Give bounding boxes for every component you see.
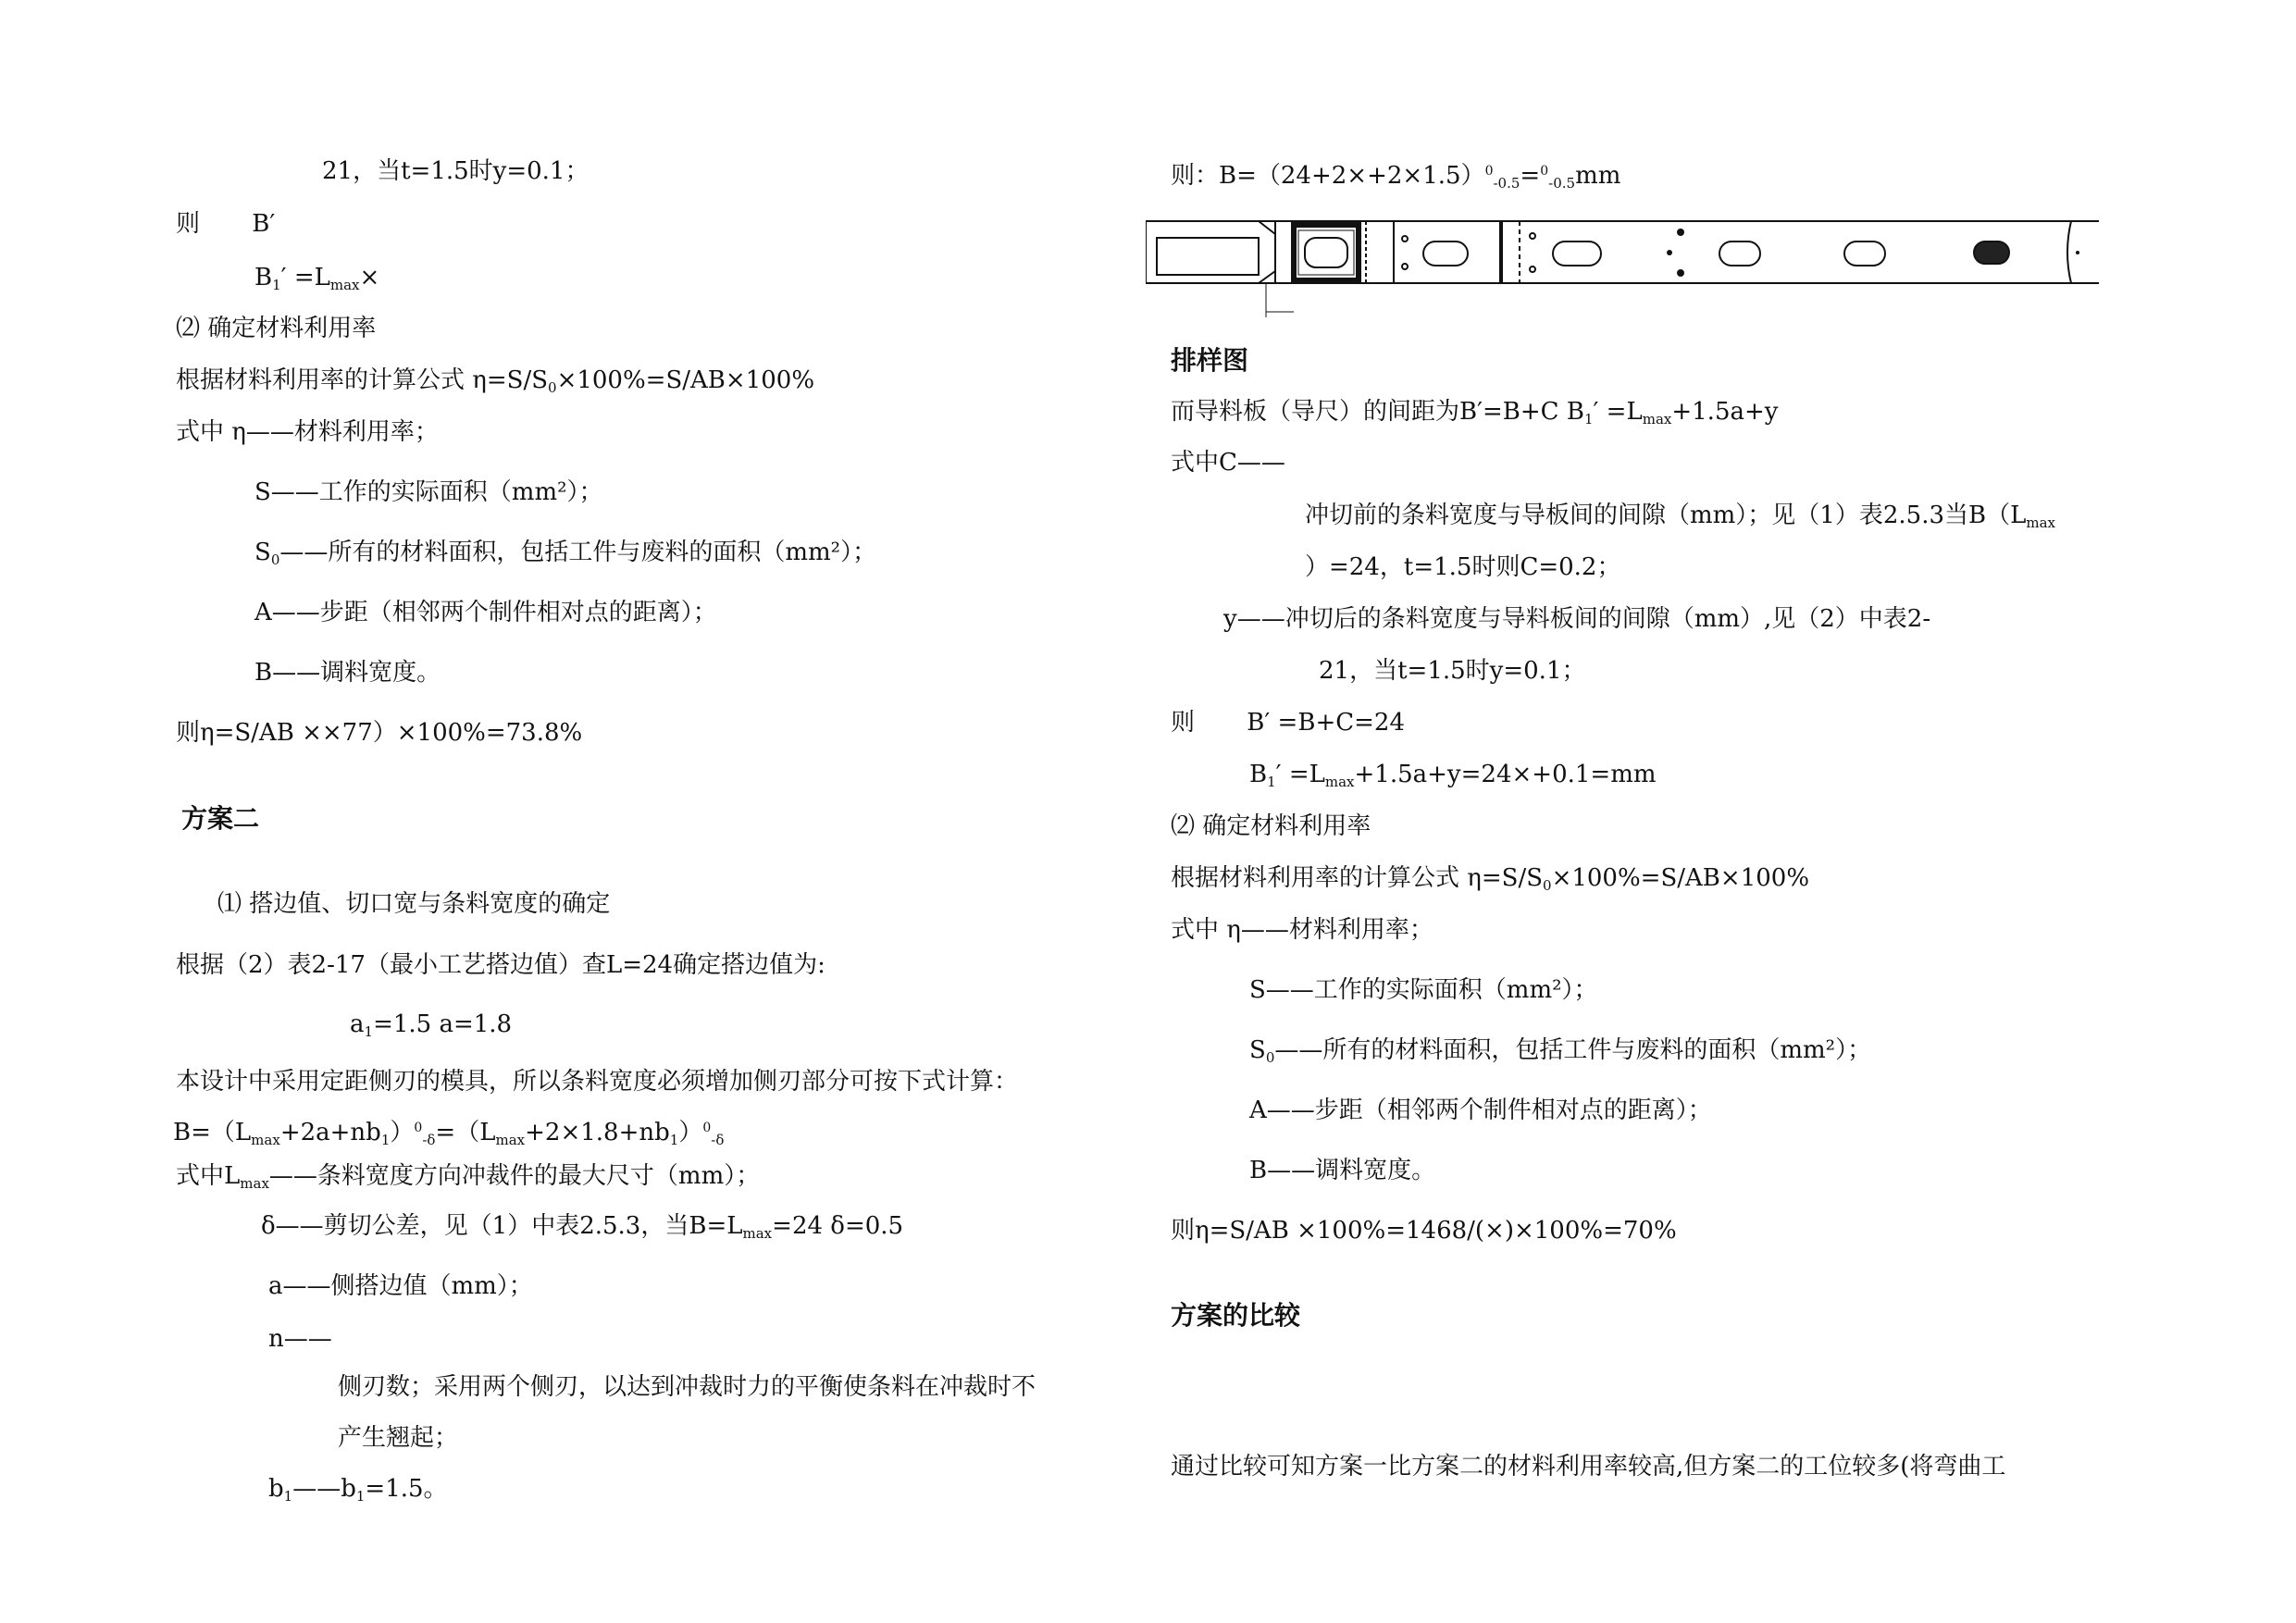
text-fragment: ——条料宽度方向冲裁件的最大尺寸（mm）； (268, 1162, 761, 1190)
superscript: 0 (1540, 164, 1549, 179)
text-fragment: B=（L (173, 1119, 252, 1146)
text-fragment: ） (390, 1119, 415, 1146)
text-line: 则η=S/AB ××77）×100%=73.8% (176, 719, 583, 747)
text-line (268, 1473, 448, 1512)
subscript: 1 (1583, 411, 1594, 427)
text-line: ⑴ 搭边值、切口宽与条料宽度的确定 (217, 890, 611, 918)
text-fragment: B (254, 264, 273, 291)
text-fragment: =24 δ=0.5 (772, 1212, 904, 1240)
text-fragment: B′ =B+C=24 (1247, 709, 1405, 737)
subscript: max (329, 277, 360, 293)
text-fragment: mm (1575, 162, 1621, 190)
subscript: 0 (270, 551, 280, 568)
superscript: 0 (414, 1121, 423, 1135)
text-fragment: 根据材料利用率的计算公式 η=S/S (176, 366, 549, 394)
text-line: y——冲切后的条料宽度与导料板间的间隙（mm）,见（2）中表2- (1223, 605, 1931, 633)
text-fragment: =（L (435, 1119, 496, 1146)
text-fragment: 则 (1171, 709, 1196, 737)
formula-line (1171, 155, 1620, 199)
text-fragment: ） (678, 1119, 703, 1146)
text-line: 侧刃数；采用两个侧刃，以达到冲裁时力的平衡使条料在冲裁时不 (338, 1373, 1036, 1401)
text-fragment: ——b (292, 1475, 356, 1503)
text-line (176, 208, 275, 240)
subscript: max (1642, 411, 1672, 427)
text-fragment: 则 (176, 210, 201, 238)
text-fragment: =1.5 a=1.8 (373, 1010, 513, 1038)
text-line: S——工作的实际面积（mm²）； (254, 478, 603, 506)
text-fragment: ——所有的材料面积，包括工件与废料的面积（mm²）； (279, 539, 877, 566)
text-line (1249, 1035, 1871, 1073)
formula-line (173, 1112, 724, 1156)
superscript: 0 (702, 1121, 712, 1135)
text-line (176, 1160, 760, 1199)
text-line: 式中 η——材料利用率； (176, 418, 439, 446)
plan-comparison-heading: 方案的比较 (1171, 1300, 1301, 1331)
text-fragment: 根据材料利用率的计算公式 η=S/S (1171, 864, 1544, 892)
text-fragment: 式中L (176, 1162, 241, 1190)
text-fragment: b (268, 1475, 284, 1503)
formula-line (350, 1009, 512, 1047)
text-fragment: δ——剪切公差，见（1）中表2.5.3，当B=L (261, 1212, 743, 1240)
text-line: 21，当t=1.5时y=0.1； (322, 157, 590, 185)
text-fragment: = (1520, 162, 1541, 190)
text-fragment: 则：B=（24+2×+2×1.5） (1171, 162, 1485, 190)
slot-cutout (1305, 238, 1347, 267)
subscript: 1 (380, 1132, 391, 1148)
text-line: S——工作的实际面积（mm²）； (1249, 976, 1598, 1004)
oval-hole (1423, 242, 1468, 266)
text-fragment: 冲切前的条料宽度与导板间的间隙（mm）；见（1）表2.5.3当B（L (1305, 502, 2027, 529)
text-line: B——调料宽度。 (254, 659, 441, 687)
formula-line (176, 365, 814, 403)
subscript: max (742, 1225, 773, 1242)
side-cut-notch (1157, 238, 1259, 275)
subscript: 1 (669, 1132, 679, 1148)
subscript: 1 (283, 1488, 293, 1505)
text-line: 根据（2）表2-17（最小工艺搭边值）查L=24确定搭边值为: (176, 951, 825, 979)
text-fragment: +2a+nb (279, 1119, 381, 1146)
text-line (1305, 500, 2055, 539)
subscript: max (1324, 774, 1355, 790)
subscript: max (240, 1175, 269, 1192)
text-fragment: +1.5a+y=24×+0.1=mm (1354, 761, 1657, 788)
layout-drawing-heading: 排样图 (1171, 345, 1249, 376)
text-line: n—— (268, 1325, 332, 1353)
strip-end-curve (2067, 221, 2071, 283)
subscript: 0 (1265, 1049, 1275, 1066)
subscript: -δ (711, 1132, 725, 1148)
subscript: -0.5 (1548, 175, 1576, 192)
bend-station (1294, 225, 1359, 280)
subscript: 0 (548, 379, 557, 396)
oval-hole (1553, 242, 1601, 266)
text-line: 则η=S/AB ×100%=1468/(×)×100%=70% (1171, 1217, 1677, 1245)
text-fragment: ′ =L (1275, 761, 1325, 788)
subscript: -δ (422, 1132, 436, 1148)
section-heading: ⑵ 确定材料利用率 (1171, 812, 1371, 840)
text-fragment: a (350, 1010, 365, 1038)
text-line: 本设计中采用定距侧刃的模具，所以条料宽度必须增加侧刃部分可按下式计算： (176, 1068, 1019, 1096)
text-fragment: × (359, 264, 380, 291)
text-fragment: ′ =L (280, 264, 330, 291)
text-line (261, 1210, 903, 1249)
text-fragment: B (1249, 761, 1268, 788)
section-heading: ⑵ 确定材料利用率 (176, 315, 377, 342)
subscript: 1 (355, 1488, 366, 1505)
strip-layout-drawing (1146, 216, 2108, 327)
subscript: 0 (1543, 877, 1552, 894)
text-fragment: S (1249, 1036, 1266, 1064)
subscript: 1 (272, 277, 281, 293)
pilot-dot (1677, 269, 1684, 277)
oval-hole (1844, 242, 1885, 266)
text-fragment: S (254, 539, 271, 566)
formula-line (1249, 759, 1657, 798)
text-line: a——侧搭边值（mm）； (268, 1272, 533, 1300)
text-line: 式中 η——材料利用率； (1171, 916, 1433, 944)
text-line: 21，当t=1.5时y=0.1； (1319, 657, 1586, 685)
text-line: 式中C—— (1171, 449, 1285, 477)
text-fragment: +1.5a+y (1671, 398, 1779, 426)
text-fragment: ×100%=S/AB×100% (1551, 864, 1810, 892)
text-fragment: ——所有的材料面积，包括工件与废料的面积（mm²）； (1274, 1036, 1872, 1064)
text-fragment: =1.5。 (365, 1475, 448, 1503)
subscript: 1 (1267, 774, 1276, 790)
text-line: A——步距（相邻两个制件相对点的距离）； (254, 599, 717, 626)
text-line: 通过比较可知方案一比方案二的材料利用率较高,但方案二的工位较多(将弯曲工 (1171, 1453, 2006, 1481)
superscript: 0 (1484, 164, 1494, 179)
text-line (1171, 707, 1405, 738)
formula-line (1171, 396, 1778, 435)
subscript: max (495, 1132, 526, 1148)
filled-oval-hole (1974, 242, 2009, 264)
pilot-dot (1677, 229, 1684, 236)
formula-line (254, 262, 379, 301)
text-fragment: B′ (252, 210, 276, 238)
subscript: max (251, 1132, 280, 1148)
text-line (254, 537, 876, 576)
subscript: -0.5 (1493, 175, 1520, 192)
subscript: 1 (364, 1023, 374, 1040)
formula-line (1171, 862, 1809, 901)
text-line: B——调料宽度。 (1249, 1157, 1436, 1184)
text-line: A——步距（相邻两个制件相对点的距离）； (1249, 1096, 1712, 1124)
text-line: ）=24，t=1.5时则C=0.2； (1305, 553, 1621, 581)
text-fragment: +2×1.8+nb (525, 1119, 670, 1146)
oval-hole (1719, 242, 1760, 266)
plan-two-heading: 方案二 (181, 803, 260, 834)
subscript: max (2026, 514, 2056, 531)
text-fragment: ×100%=S/AB×100% (556, 366, 815, 394)
text-fragment: 而导料板（导尺）的间距为B′=B+C B (1171, 398, 1584, 426)
text-line: 产生翘起； (338, 1424, 459, 1452)
text-fragment: ′ =L (1593, 398, 1643, 426)
